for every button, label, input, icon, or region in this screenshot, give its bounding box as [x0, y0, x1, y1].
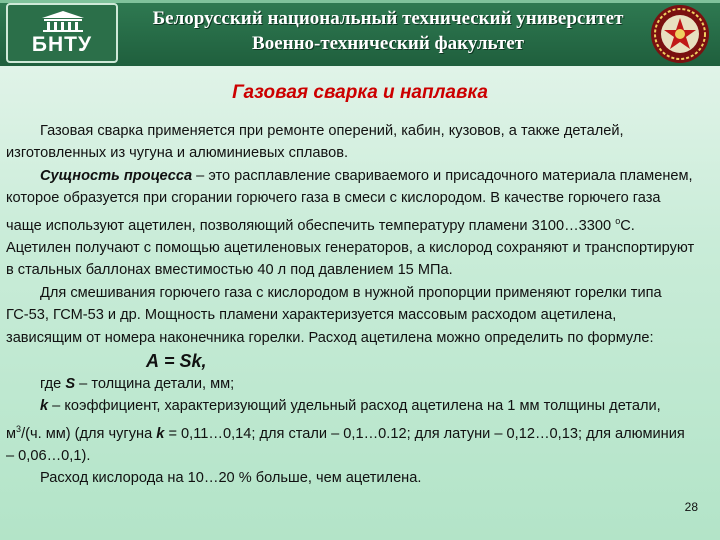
cubic-superscript: 3: [16, 423, 22, 434]
paragraph-1: Газовая сварка применяется при ремонте оперений, кабин, кузовов, а также деталей, изготовленных из чугуна и алюминиевых сплавов.: [6, 123, 624, 162]
military-faculty-emblem-icon: [650, 4, 710, 64]
logo-text: БНТУ: [31, 33, 93, 56]
k-definition-b: /(ч. мм) (для чугуна: [21, 425, 157, 442]
where-text: где: [40, 375, 66, 392]
formula: А = Sk,: [146, 350, 207, 371]
paragraph-2-text-b: С. Ацетилен получают с помощью ацетиленовых генераторов, а кислород сохраняют и транспортируют в стальных баллонах вместимостью 40 л под давлением 15 МПа.: [6, 217, 695, 279]
symbol-k: k: [40, 398, 49, 415]
paragraph-3: Для смешивания горючего газа с кислородом в нужной пропорции применяют горелки типа ГС-53, ГСМ-53 и др. Мощность пламени характеризуется массовым расходом ацетилена, зависящим от номера наконечника горелки. Расход ацетилена можно определить по формуле:: [6, 284, 662, 346]
paragraph-2-text-a: – это расплавление свариваемого и присадочного материала пламенем, которое образуется при сгорании горючего газа в смеси с кислородом. В качестве горючего газа чаще используют ацетилен, позволяющий обеспечить температуру пламени 3100…3300: [6, 167, 693, 234]
header-banner: [0, 0, 720, 66]
process-term: Сущность процесса: [40, 167, 193, 184]
s-definition: – толщина детали, мм;: [75, 375, 235, 392]
symbol-k-2: k: [156, 425, 165, 442]
paragraph-2: [6, 165, 696, 282]
paragraph-4: [6, 373, 696, 395]
header-title: [128, 6, 648, 56]
slide-body: [6, 120, 696, 490]
university-logo: [6, 3, 118, 63]
faculty-name: Военно-технический факультет: [252, 33, 524, 54]
k-definition-a: – коэффициент, характеризующий удельный расход ацетилена на 1 мм толщины детали, м: [6, 398, 661, 442]
degree-superscript: о: [615, 215, 621, 226]
page-number: 28: [684, 500, 698, 514]
paragraph-5: [6, 395, 696, 467]
symbol-s: S: [65, 375, 76, 392]
university-name: Белорусский национальный технический университет: [152, 8, 624, 29]
k-definition-c: = 0,11…0,14; для стали – 0,1…0.12; для латуни – 0,12…0,13; для алюминия – 0,06…0,1).: [6, 425, 685, 464]
building-icon: [38, 10, 88, 32]
slide-title: Газовая сварка и наплавка: [232, 82, 488, 103]
paragraph-6: Расход кислорода на 10…20 % больше, чем ацетилена.: [40, 470, 422, 487]
